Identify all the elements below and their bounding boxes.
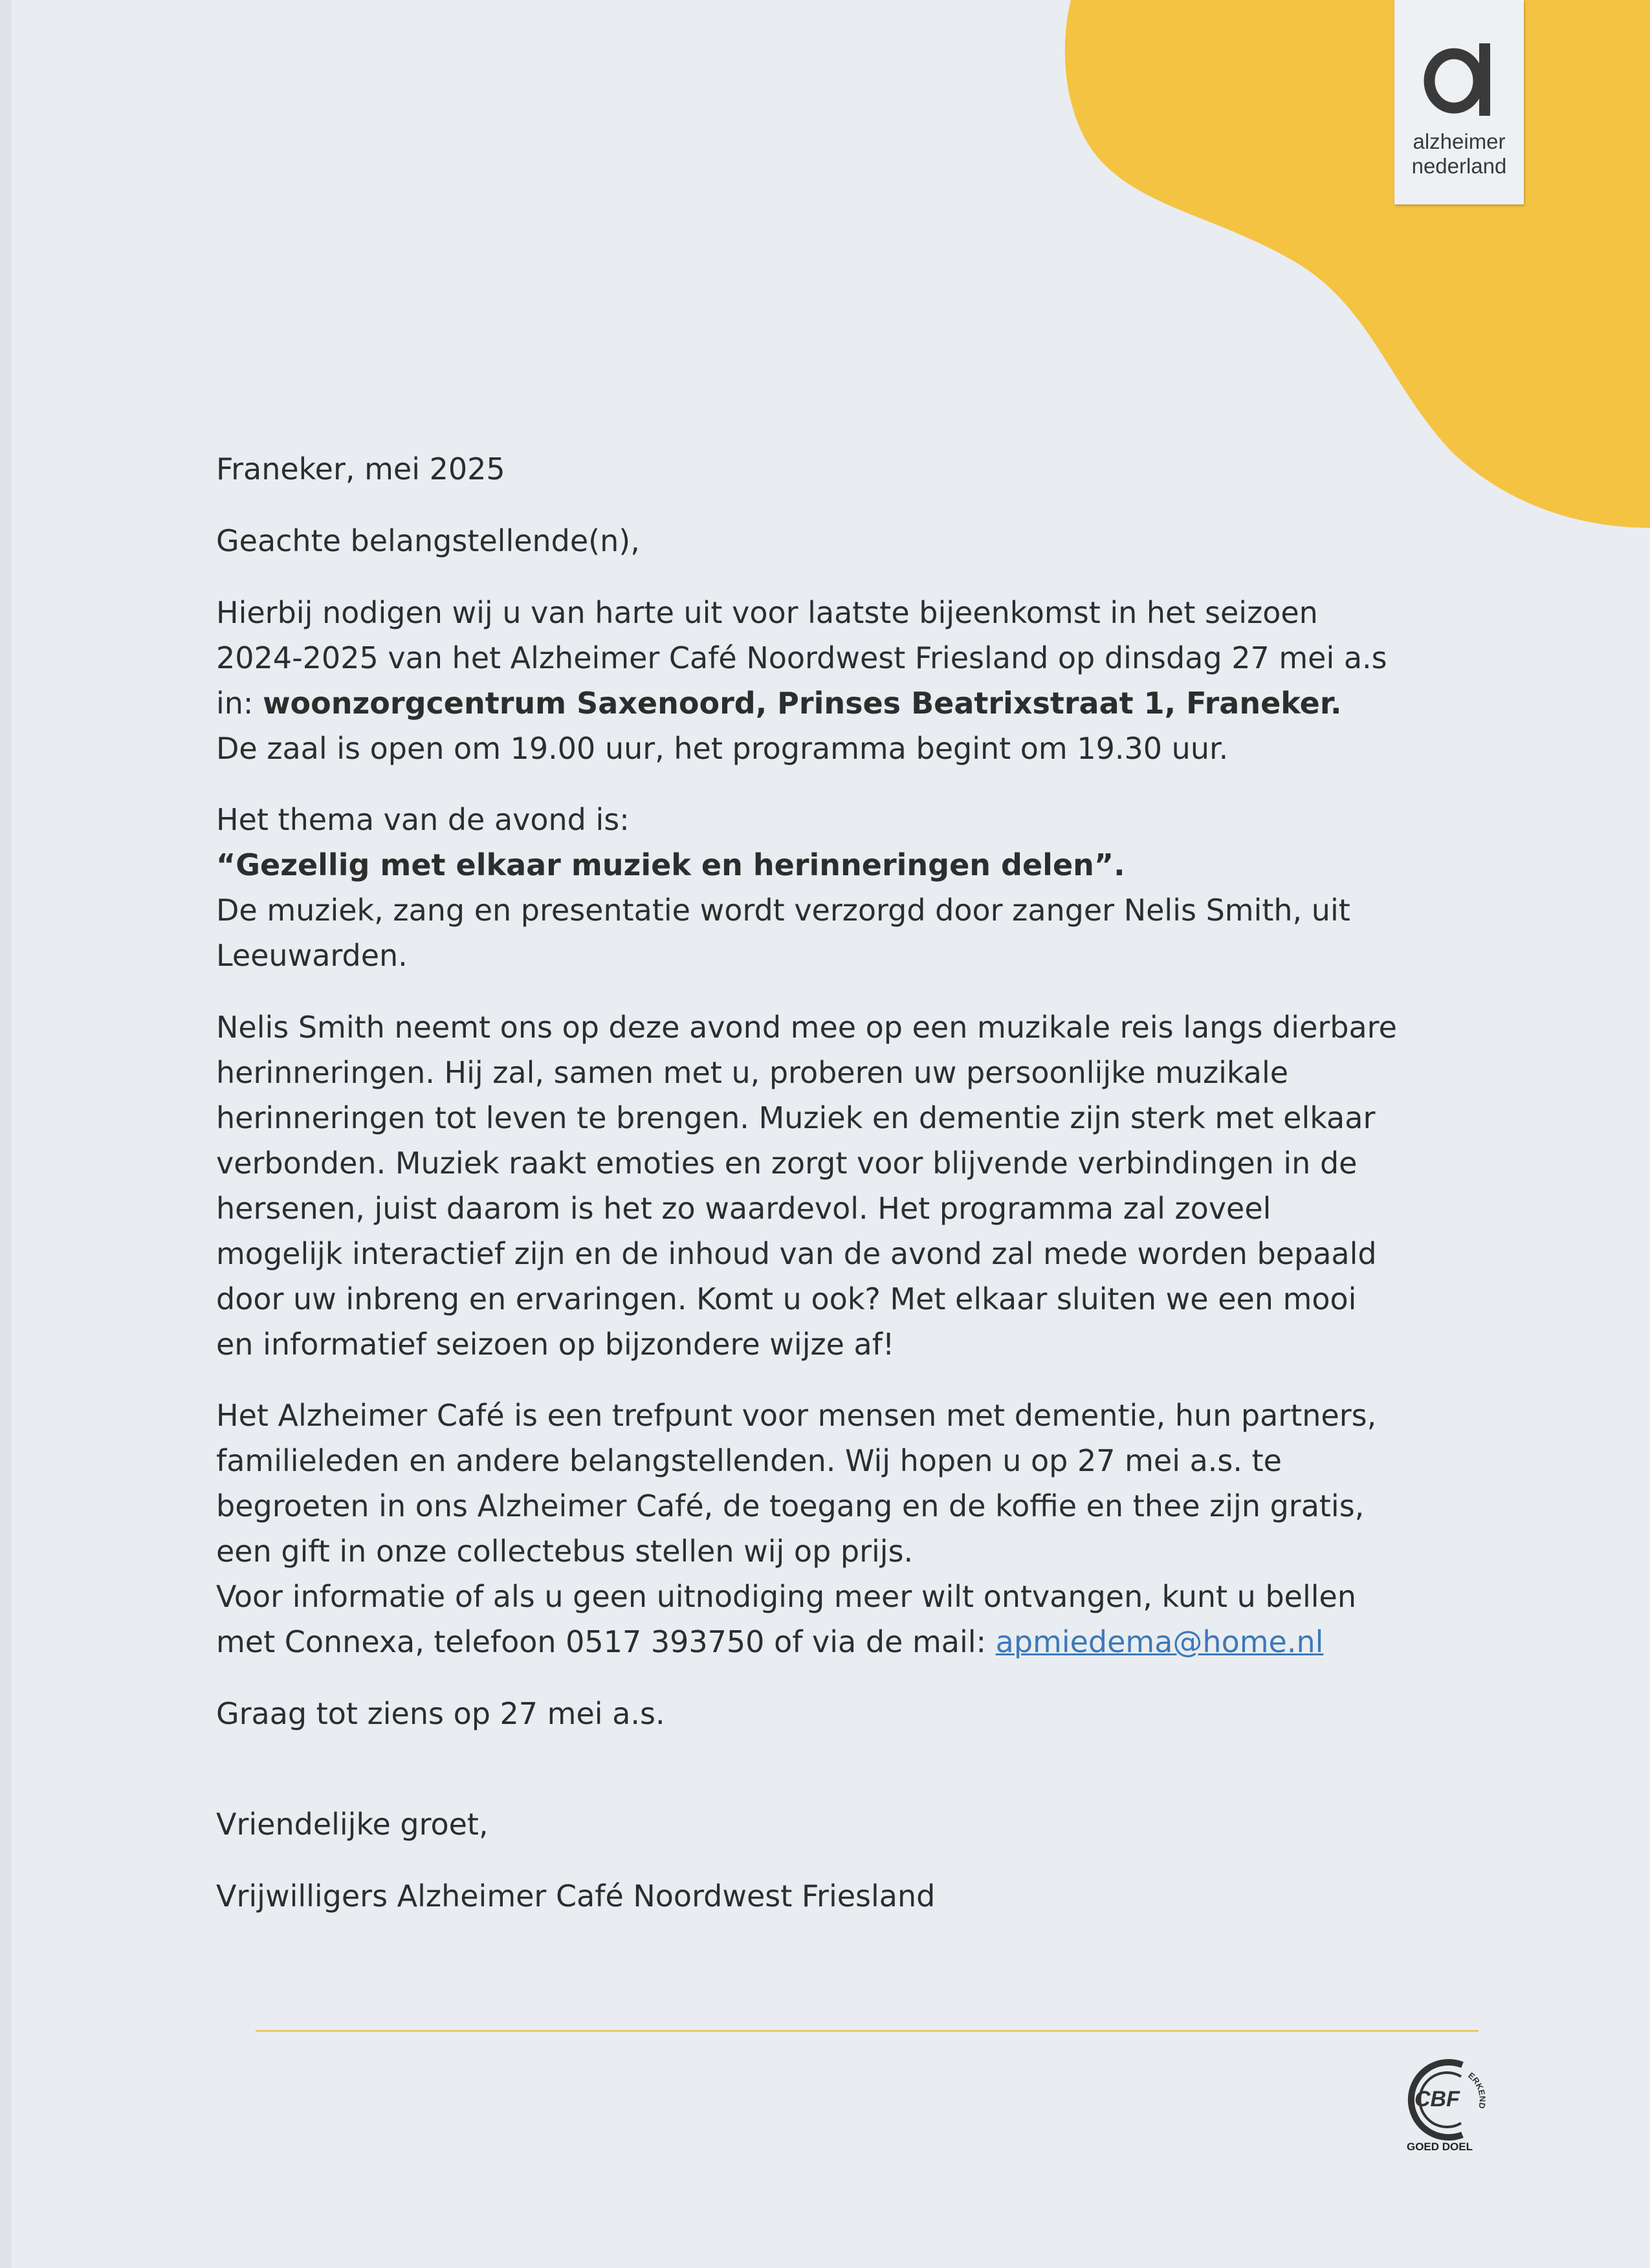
paragraph-4-line bbox=[216, 1619, 1323, 1664]
paragraph-2-line: Leeuwarden. bbox=[216, 938, 408, 973]
logo-line-1: alzheimer bbox=[1413, 129, 1506, 153]
paragraph-2-line: Het thema van de avond is: bbox=[216, 802, 630, 837]
cbf-goed-doel-label: GOED DOEL bbox=[1406, 2141, 1473, 2153]
logo-line-2: nederland bbox=[1411, 154, 1507, 178]
location-address: woonzorgcentrum Saxenoord, Prinses Beatrixstraat 1, Franeker. bbox=[263, 686, 1342, 721]
alzheimer-nederland-logo bbox=[1394, 0, 1524, 204]
place-date: Franeker, mei 2025 bbox=[216, 452, 505, 486]
paragraph-3-line: en informatief seizoen op bijzondere wijze af! bbox=[216, 1327, 895, 1362]
footer-divider bbox=[256, 2030, 1479, 2032]
paragraph-1-line: De zaal is open om 19.00 uur, het programma begint om 19.30 uur. bbox=[216, 731, 1229, 766]
paragraph-3-line: hersenen, juist daarom is het zo waardevol. Het programma zal zoveel bbox=[216, 1191, 1271, 1226]
signature: Vrijwilligers Alzheimer Café Noordwest Friesland bbox=[216, 1879, 936, 1914]
paragraph-1-line: 2024-2025 van het Alzheimer Café Noordwest Friesland op dinsdag 27 mei a.s bbox=[216, 640, 1387, 675]
paragraph-3-line: verbonden. Muziek raakt emoties en zorgt voor blijvende verbindingen in de bbox=[216, 1146, 1358, 1181]
logo-a-icon bbox=[1420, 36, 1498, 126]
paragraph-4-line: familieleden en andere belangstellenden. Wij hopen u op 27 mei a.s. te bbox=[216, 1443, 1282, 1478]
paragraph-4-line: Het Alzheimer Café is een trefpunt voor mensen met dementie, hun partners, bbox=[216, 1398, 1377, 1433]
paragraph-1-line: Hierbij nodigen wij u van harte uit voor laatste bijeenkomst in het seizoen bbox=[216, 595, 1318, 630]
paragraph-3-line: herinneringen tot leven te brengen. Muziek en dementie zijn sterk met elkaar bbox=[216, 1100, 1376, 1135]
closing: Vriendelijke groet, bbox=[216, 1807, 489, 1842]
paragraph-4-line: Voor informatie of als u geen uitnodiging meer wilt ontvangen, kunt u bellen bbox=[216, 1579, 1356, 1614]
location-prefix: in: bbox=[216, 686, 263, 721]
paragraph-1-line bbox=[216, 681, 1341, 726]
paragraph-2-line: De muziek, zang en presentatie wordt verzorgd door zanger Nelis Smith, uit bbox=[216, 893, 1350, 928]
logo-wordmark bbox=[1394, 129, 1524, 179]
email-link[interactable]: apmiedema@home.nl bbox=[995, 1624, 1324, 1659]
paragraph-3-line: door uw inbreng en ervaringen. Komt u ook? Met elkaar sluiten we een mooi bbox=[216, 1281, 1357, 1316]
paragraph-3-line: mogelijk interactief zijn en de inhoud van de avond zal mede worden bepaald bbox=[216, 1236, 1377, 1271]
salutation: Geachte belangstellende(n), bbox=[216, 523, 640, 558]
contact-prefix: met Connexa, telefoon 0517 393750 of via de mail: bbox=[216, 1624, 996, 1659]
cbf-erkend-arc-text: ERKEND bbox=[1466, 2070, 1488, 2110]
cbf-letters: CBF bbox=[1414, 2087, 1460, 2111]
theme-title: “Gezellig met elkaar muziek en herinneringen delen”. bbox=[216, 847, 1125, 882]
paragraph-3-line: Nelis Smith neemt ons op deze avond mee op een muzikale reis langs dierbare bbox=[216, 1010, 1397, 1045]
paragraph-4-line: een gift in onze collectebus stellen wij op prijs. bbox=[216, 1534, 914, 1569]
paragraph-4-line: begroeten in ons Alzheimer Café, de toegang en de koffie en thee zijn gratis, bbox=[216, 1488, 1365, 1523]
cbf-erkend-icon bbox=[1398, 2051, 1488, 2154]
paragraph-3-line: herinneringen. Hij zal, samen met u, proberen uw persoonlijke muzikale bbox=[216, 1055, 1289, 1090]
see-you-line: Graag tot ziens op 27 mei a.s. bbox=[216, 1696, 665, 1731]
